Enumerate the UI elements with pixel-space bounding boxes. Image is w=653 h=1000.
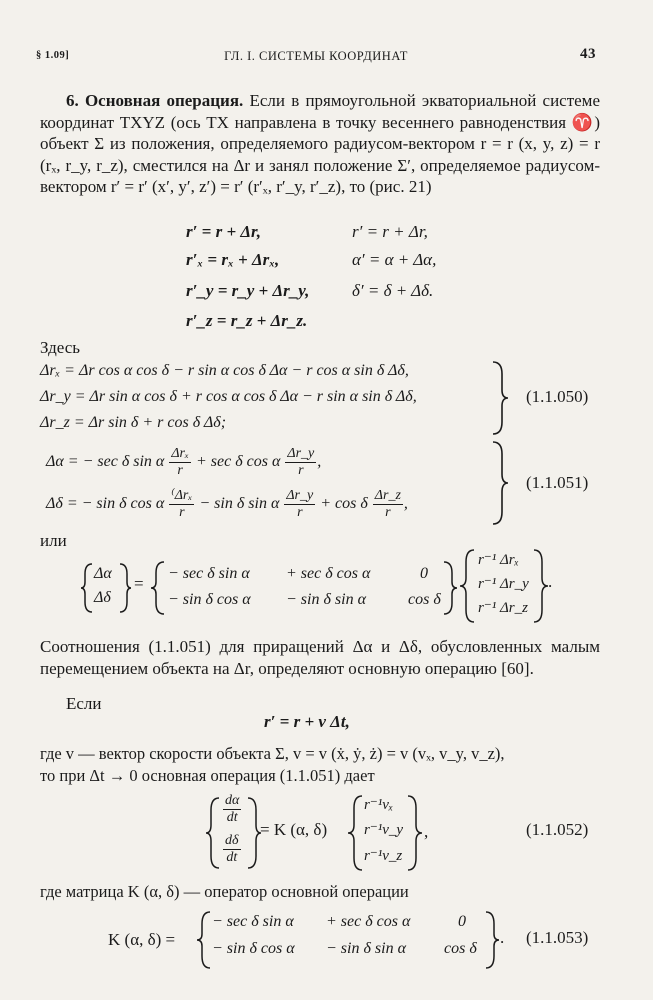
operator-K: = K (α, δ) [260, 820, 328, 839]
page-number: 43 [580, 46, 596, 62]
label-esli: Если [66, 694, 102, 713]
right-brace-lhs [118, 562, 132, 614]
section-heading: 6. Основная операция. [66, 91, 244, 110]
K-r2c2: − sin δ sin α [326, 940, 406, 957]
left-brace-dt [205, 796, 221, 870]
lhs-delta-delta: Δδ [94, 589, 111, 606]
eq-delta-rx: Δrₓ = Δr cos α cos δ − r sin α cos δ Δα − r cos α sin δ Δδ, [40, 362, 409, 379]
eq-alpha-prime: α′ = α + Δα, [352, 250, 437, 269]
eq-rz-prime: r′_z = r_z + Δr_z. [186, 311, 308, 330]
eq-number-1050: (1.1.050) [526, 387, 589, 406]
matrix-r2c3: cos δ [408, 591, 441, 608]
matrix-r1c3: 0 [420, 565, 428, 582]
K-r1c1: − sec δ sin α [212, 913, 294, 930]
section-marker: § 1.09] [36, 50, 70, 61]
eq-r-scalar: r′ = r + Δr, [352, 222, 428, 241]
eq-r-prime-velocity: r′ = r + v Δt, [264, 712, 350, 731]
K-r2c1: − sin δ cos α [212, 940, 295, 957]
left-brace-v [346, 794, 364, 872]
eq-rx-prime: r′ₓ = rₓ + Δrₓ, [186, 250, 280, 269]
running-header [36, 46, 596, 66]
vector-x: r⁻¹ Δrₓ [478, 552, 519, 568]
paragraph-operator: где матрица K (α, δ) — оператор основной операции [40, 882, 409, 901]
vec-vz: r⁻¹v_z [364, 848, 403, 864]
matrix-end-period: . [548, 572, 553, 591]
paragraph-basic-operation [40, 90, 600, 198]
label-zdes: Здесь [40, 338, 81, 357]
K-r2c3: cos δ [444, 940, 477, 957]
lhs-delta-alpha: Δα [94, 565, 112, 582]
eq-K-lhs: K (α, δ) = [108, 930, 176, 949]
eq-delta-alpha: Δα = − sec δ sin α $\frac{\text{Δrₓ}}{r}$ + sec δ cos α $\frac{\Delta r\_y}{r}$ , [46, 446, 322, 478]
left-brace-K [196, 910, 212, 970]
right-brace-1051 [490, 440, 510, 526]
eq-delta-delta: Δδ = − sin δ cos α $\frac{\text{⁽Δrₓ}}{r}$ − sin δ sin α $\frac{\Delta r\_y}{r}$ + cos δ $\frac{\Delta r\_z}{r}$ , [46, 488, 408, 520]
right-brace-v [406, 794, 424, 872]
matrix-r2c2: − sin δ sin α [286, 591, 366, 608]
eq-number-1053: (1.1.053) [526, 928, 589, 947]
left-brace-lhs [80, 562, 94, 614]
eq-1052-comma: , [424, 822, 429, 841]
frac-dalpha-dt: $\frac{d\alpha}{dt}$ [225, 793, 240, 825]
paragraph-relations: Соотношения (1.1.051) для приращений Δα и Δδ, обусловленных малым перемещением объекта на Δr, определяют основную операцию [60]. [40, 637, 600, 678]
vec-vy: r⁻¹v_y [364, 822, 404, 838]
right-brace-K [484, 910, 500, 970]
chapter-title: ГЛ. I. СИСТЕМЫ КООРДИНАТ [224, 49, 408, 63]
eq-r-prime: r′ = r + Δr, [186, 222, 261, 241]
left-brace-matrix [150, 560, 166, 616]
vector-z: r⁻¹ Δr_z [478, 600, 528, 616]
paragraph-body: Если в прямоугольной экваториальной системе координат TXYZ (ось TX направлена в точку весеннего равноденствия ♈) объект Σ из положения, определяемого радиусом-вектором r = r (x, y, z) = r (rₓ, r_y, r_z), сместился на Δr и занял положение Σ′, определяемое радиусом-вектором r′ = r′ (x′, y′, z′) = r′ (r′ₓ, r′_y, r′_z), то (рис. 21) [40, 91, 600, 196]
frac-ddelta-dt: $\frac{d\delta}{dt}$ [225, 833, 239, 865]
eq-number-1052: (1.1.052) [526, 820, 589, 839]
eq-delta-rz: Δr_z = Δr sin δ + r cos δ Δδ; [40, 414, 227, 431]
K-r1c2: + sec δ cos α [326, 913, 411, 930]
vector-y: r⁻¹ Δr_y [478, 576, 529, 592]
right-brace-1050 [490, 360, 510, 436]
matrix-r1c2: + sec δ cos α [286, 565, 371, 582]
eq-ry-prime: r′_y = r_y + Δr_y, [186, 281, 310, 300]
left-brace-vector [458, 548, 476, 624]
paragraph-velocity-line2: то при Δt → 0 основная операция (1.1.051) дает [40, 766, 375, 785]
eq-number-1051: (1.1.051) [526, 473, 589, 492]
right-brace-matrix [442, 560, 458, 616]
paragraph-velocity-line1: где v — вектор скорости объекта Σ, v = v (ẋ, ẏ, ż) = v (vₓ, v_y, v_z), [40, 744, 505, 763]
eq-delta-prime: δ′ = δ + Δδ. [352, 281, 434, 300]
equals-sign: = [134, 574, 144, 593]
label-ili: или [40, 531, 67, 550]
matrix-r2c1: − sin δ cos α [168, 591, 251, 608]
eq-1053-period: . [500, 928, 505, 947]
eq-delta-ry: Δr_y = Δr sin α cos δ + r cos α cos δ Δα − r sin α sin δ Δδ, [40, 388, 417, 405]
matrix-r1c1: − sec δ sin α [168, 565, 250, 582]
vec-vx: r⁻¹vₓ [364, 797, 394, 813]
K-r1c3: 0 [458, 913, 466, 930]
